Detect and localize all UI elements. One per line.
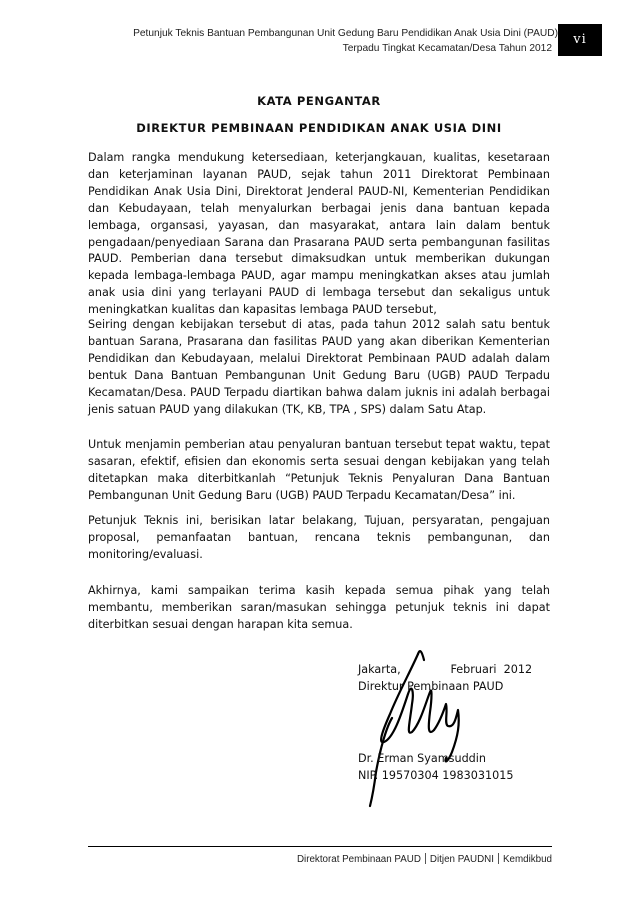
paragraph-2: Seiring dengan kebijakan tersebut di atas, pada tahun 2012 salah satu bentuk bantuan Sarana, Prasarana dan fasilitas PAUD yang akan diberikan Kementerian Pendidikan dan Kebudayaan, melalui Direktorat Pembinaan PAUD adalah dalam bentuk Dana Bantuan Pembangunan Unit Gedung Baru (UGB) PAUD Terpadu Kecamatan/Desa. PAUD Terpadu diartikan bahwa dalam juknis ini adalah berbagai jenis satuan PAUD yang dilakukan (TK, KB, TPA , SPS) dalam Satu Atap. <box>88 318 550 416</box>
signature-place-date: Jakarta, Februari 2012 <box>358 663 533 676</box>
handwritten-signature <box>348 632 478 812</box>
paragraph-1: Dalam rangka mendukung ketersediaan, keterjangkauan, kualitas, kesetaraan dan keterjaminan layanan PAUD, sejak tahun 2011 Direktorat Pembinaan Pendidikan Anak Usia Dini, Direktorat Jenderal PAUD-NI, Kementerian Pendidikan dan Kebudayaan, telah menyalurkan berbagai jenis dana bantuan kepada lembaga, organsasi, yayasan, dan masyarakat, antara lain dalam bentuk pengadaan/penyediaan Sarana dan Prasarana PAUD serta pembangunan fasilitas PAUD. Pemberian dana tersebut dimaksudkan untuk memberikan dukungan kepada lembaga-lembaga PAUD, agar mampu meningkatkan akses atau jumlah anak usia dini yang terlayani PAUD di lembaga tersebut dan sekaligus untuk meningkatkan kualitas dan kapasitas lembaga PAUD tersebut, <box>88 151 550 317</box>
page-footer <box>88 853 552 865</box>
page-title: KATA PENGANTAR <box>257 94 381 108</box>
paragraph-4: Petunjuk Teknis ini, berisikan latar belakang, Tujuan, persyaratan, pengajuan proposal, pemanfaatan bantuan, rencana teknis pembangunan, dan monitoring/evaluasi. <box>88 514 550 561</box>
footer-divider <box>88 846 552 847</box>
page-subtitle: DIREKTUR PEMBINAAN PENDIDIKAN ANAK USIA DINI <box>136 121 502 135</box>
paragraph-5: Akhirnya, kami sampaikan terima kasih kepada semua pihak yang telah membantu, memberikan saran/masukan sehingga petunjuk teknis ini dapat diterbitkan sesuai dengan harapan kita semua. <box>88 584 550 631</box>
footer-separator <box>425 853 426 864</box>
paragraph-3: Untuk menjamin pemberian atau penyaluran bantuan tersebut tepat waktu, tepat sasaran, efektif, efisien dan ekonomis serta sesuai dengan kebijakan yang telah ditetapkan maka diterbitkanlah “Petunjuk Teknis Penyaluran Dana Bantuan Pembangunan Unit Gedung Baru (UGB) PAUD Terpadu Kecamatan/Desa” ini. <box>88 438 550 502</box>
footer-ministry: Kemdikbud <box>502 854 552 865</box>
header-title-line-2: Terpadu Tingkat Kecamatan/Desa Tahun 2012 <box>342 43 552 54</box>
footer-separator <box>498 853 499 864</box>
page-number-badge: vi <box>558 24 602 56</box>
signer-name: Dr. Erman Syamsuddin <box>358 752 486 765</box>
footer-ditjen: Ditjen PAUDNI <box>429 854 494 865</box>
running-header <box>100 26 558 56</box>
signature-position: Direktur Pembinaan PAUD <box>358 680 504 693</box>
signer-nip: NIP. 19570304 1983031015 <box>358 769 514 782</box>
header-title-line-1: Petunjuk Teknis Bantuan Pembangunan Unit Gedung Baru Pendidikan Anak Usia Dini (PAUD) <box>133 28 558 39</box>
footer-directorate: Direktorat Pembinaan PAUD <box>296 854 421 865</box>
